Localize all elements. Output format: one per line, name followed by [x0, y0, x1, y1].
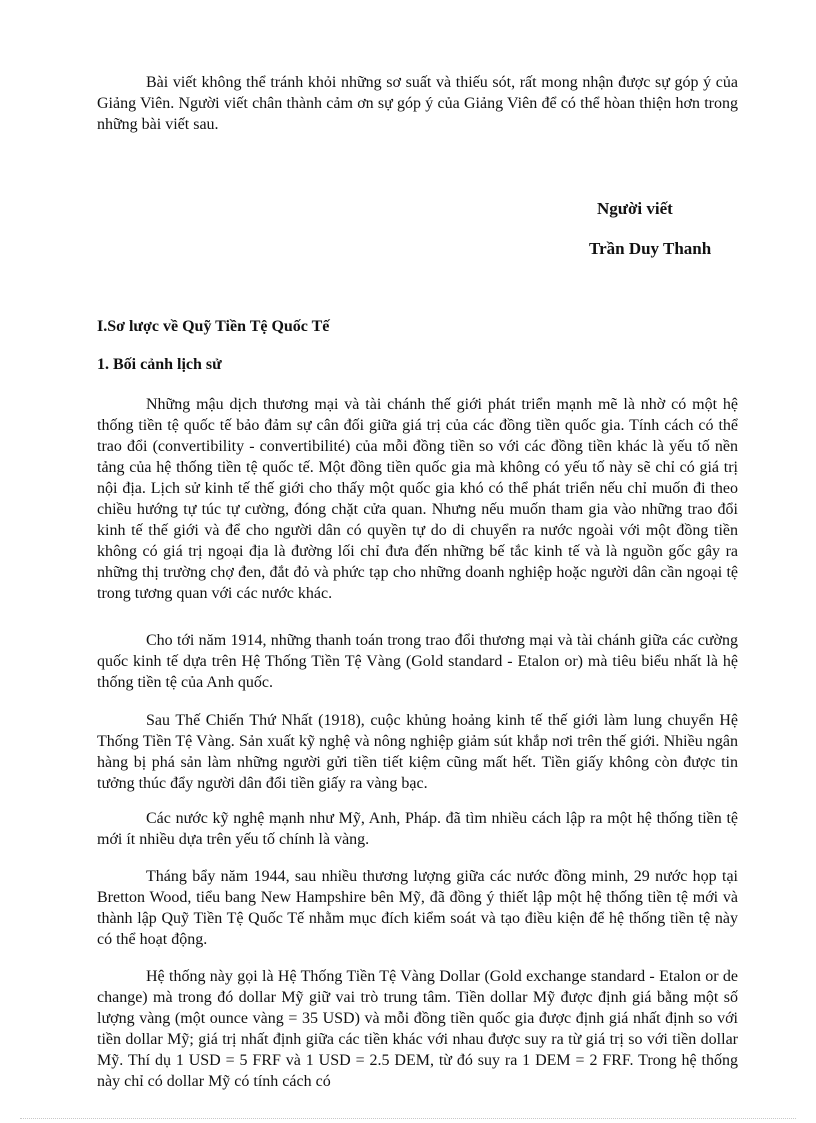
body-paragraph: Hệ thống này gọi là Hệ Thống Tiền Tệ Vàng Dollar (Gold exchange standard - Etalon or de change) mà trong đó dollar Mỹ giữ vai trò trung tâm. Tiền dollar Mỹ được định giá bằng một số lượng vàng (một ounce vàng = 35 USD) và mỗi đồng tiền quốc gia được định giá nhất định so với tiền dollar Mỹ; giá trị nhất định giữa các tiền khác với nhau được suy ra từ giá trị so với tiền dollar Mỹ. Thí dụ 1 USD = 5 FRF và 1 USD = 2.5 DEM, từ đó suy ra 1 DEM = 2 FRF. Trong hệ thống này chỉ có dollar Mỹ có tính cách có: [97, 968, 738, 1090]
body-paragraph: Các nước kỹ nghệ mạnh như Mỹ, Anh, Pháp. đã tìm nhiều cách lập ra một hệ thống tiền tệ mới ít nhiều dựa trên yếu tố chính là vàng.: [97, 810, 738, 848]
body-paragraph: Tháng bẩy năm 1944, sau nhiều thương lượng giữa các nước đồng minh, 29 nước họp tại Bretton Wood, tiểu bang New Hampshire bên Mỹ, đã đồng ý thiết lập một hệ thống tiền tệ mới và thành lập Quỹ Tiền Tệ Quốc Tế nhằm mục đích kiểm soát và tạo điều kiện để hệ thống tiền tệ này có thể hoạt động.: [97, 868, 738, 948]
signature-name: Trần Duy Thanh: [589, 239, 712, 258]
body-paragraph: Những mậu dịch thương mại và tài chánh thế giới phát triển mạnh mẽ là nhờ có một hệ thống tiền tệ quốc tế bảo đảm sự cân đối giữa giá trị của các đồng tiền quốc gia. Tính cách có thể trao đổi (convertibility - convertibilité) của mỗi đồng tiền so với các đồng tiền khác là yếu tố nền tảng của hệ thống tiền tệ quốc tế. Một đồng tiền quốc gia mà không có yếu tố này sẽ chỉ có giá trị nội địa. Lịch sử kinh tế thế giới cho thấy một quốc gia khó có thể phát triển nếu chỉ muốn đi theo chiều hướng tự túc tự cường, đóng chặt cửa quan. Nhưng nếu muốn tham gia vào những trao đổi kinh tế thế giới và để cho người dân có quyền tự do di chuyển ra nước ngoài với một đồng tiền không có giá trị ngoại địa là đường lối chỉ đưa đến những bế tắc kinh tế và là nguồn gốc gây ra những thị trường chợ đen, đắt đỏ và phức tạp cho những doanh nghiệp hoặc người dân cần ngoại tệ trong tương quan với các nước khác.: [97, 396, 738, 602]
page-bottom-divider: [20, 1118, 796, 1119]
signature-role: Người viết: [597, 199, 673, 218]
section-title: I.Sơ lược về Quỹ Tiền Tệ Quốc Tế: [97, 318, 330, 335]
body-paragraph: Cho tới năm 1914, những thanh toán trong trao đổi thương mại và tài chánh giữa các cường quốc kinh tế dựa trên Hệ Thống Tiền Tệ Vàng (Gold standard - Etalon or) mà tiêu biểu nhất là hệ thống tiền tệ của Anh quốc.: [97, 632, 738, 691]
subsection-title: 1. Bối cảnh lịch sử: [97, 356, 222, 373]
body-paragraph: Sau Thế Chiến Thứ Nhất (1918), cuộc khủng hoảng kinh tế thế giới làm lung chuyển Hệ Thống Tiền Tệ Vàng. Sản xuất kỹ nghệ và nông nghiệp giảm sút khắp nơi trên thế giới. Nhiều ngân hàng bị phá sản làm những người gửi tiền tiết kiệm cũng mất hết. Tiền giấy không còn được tin tưởng thúc đẩy người dân đổi tiền giấy ra vàng bạc.: [97, 712, 738, 792]
intro-paragraph: Bài viết không thể tránh khỏi những sơ suất và thiếu sót, rất mong nhận được sự góp ý của Giảng Viên. Người viết chân thành cảm ơn sự góp ý của Giảng Viên để có thể hòan thiện hơn trong những bài viết sau.: [97, 74, 738, 133]
